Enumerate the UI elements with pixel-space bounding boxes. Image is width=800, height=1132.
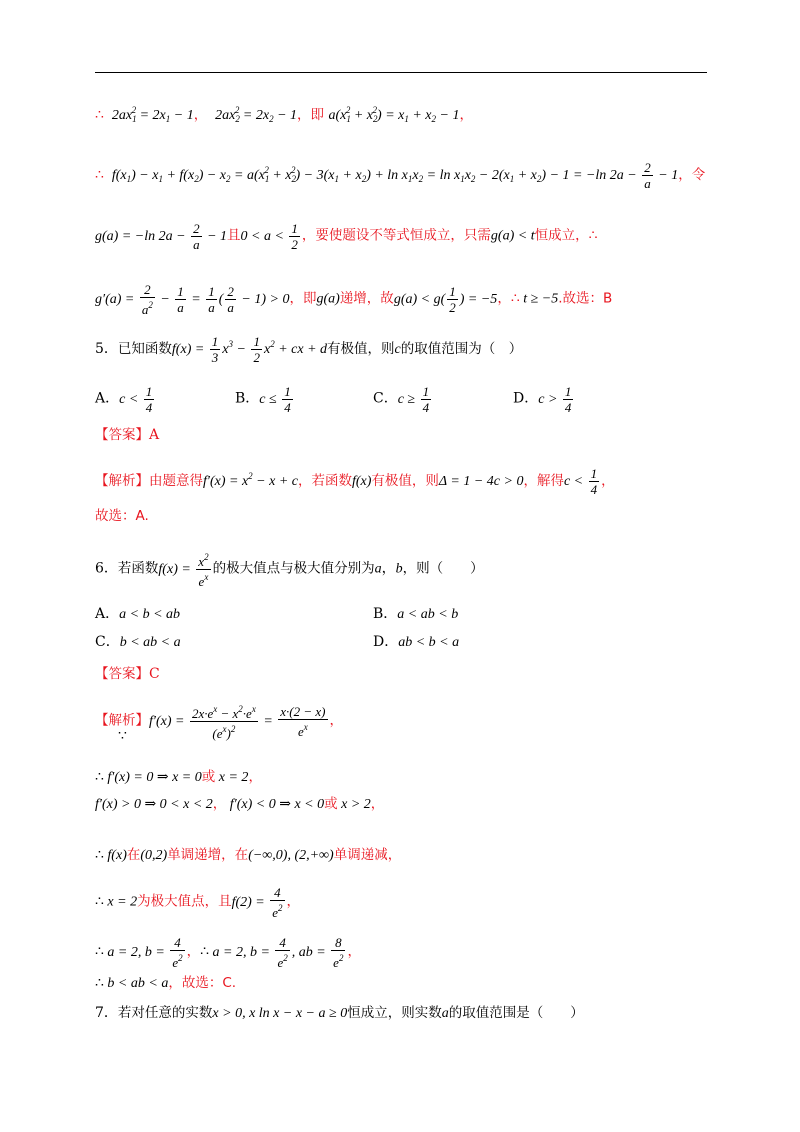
q6-analysis-monotonic: ∴ f(x)在(0,2)单调递增，在(−∞,0), (2,+∞)单调递减， xyxy=(95,847,402,863)
q6-option-c[interactable]: C．b < ab < a xyxy=(95,634,181,650)
q6-conclusion: ∴ b < ab < a，故选：C. xyxy=(95,975,237,991)
formula: $a(x_1^2 + x_2^2) = x_1 + x_2 - 1$ xyxy=(328,105,460,124)
solution-line-4: g′(a) = $\frac{2}{a^2}$ − $\frac{1}{a}$ = $\frac{1}{a}$ ( $\frac{2}{a}$ − 1) > 0，即g(a)递增，故g(a) < g( $\frac{1}{2}$ ) = −5，∴ t ≥ −5.故选：B xyxy=(95,282,613,317)
formula: t ≥ −5 xyxy=(519,291,559,307)
solution-line-1: ∴ $2ax_1^2 = 2x_1 - 1$， $2ax_2^2 = 2x_2 - 1$，即 $a(x_1^2 + x_2^2) = x_1 + x_2 - 1$， xyxy=(95,105,473,124)
q6-analysis-sign: f′(x) > 0 ⇒ 0 < x < 2， f′(x) < 0 ⇒ x < 0或 x > 2， xyxy=(95,796,385,812)
q6-option-a[interactable]: A．a < b < ab xyxy=(95,606,181,622)
formula: g′(a) = $\frac{2}{a^2}$ − $\frac{1}{a}$ = $\frac{1}{a}$ ( $\frac{2}{a}$ − 1) > 0 xyxy=(95,282,290,317)
formula: g(a) < g( $\frac{1}{2}$ ) = −5 xyxy=(393,284,498,315)
q6-answer: 【答案】C xyxy=(95,666,160,682)
solution-line-2: ∴ $f(x_1) - x_1 + f(x_2) - x_2 = a(x_1^2 + x_2^2) - 3(x_1 + x_2) + \ln x_1x_2 = \ln x_1x_2 - 2(x_1 + x_2) - 1 = -\ln$ 2a − $\frac{2}{a}$ − 1，令 xyxy=(95,160,706,192)
because-symbol: ∵ xyxy=(118,728,127,744)
formula: g(a) < t xyxy=(490,228,535,244)
question-6-stem: 6．若函数f(x) = $\frac{x^2}{e^x}$ 的极大值点与极大值分别为a，b，则（ ） xyxy=(95,552,484,589)
q5-analysis: 【解析】由题意得$f'(x) = x^2 - x + c$，若函数f(x)有极值，则Δ = 1 − 4c > 0，解得c < $\frac{1}{4}$ ， xyxy=(95,466,615,498)
q6-analysis-values: ∴ a = 2, b = $\frac{4}{e^2}$ ，∴ a = 2, b = $\frac{4}{e^2}$ , ab = $\frac{8}{e^2}$ ， xyxy=(95,935,361,970)
q5-option-c[interactable]: C．c ≥ $\frac{1}{4}$ xyxy=(373,384,430,415)
question-5-stem: 5．已知函数f(x) = $\frac{1}{3}$ $x^3$ − $\frac{1}{2}$ $x^2$ + cx + d有极值，则c的取值范围为（ ） xyxy=(95,334,523,366)
header-rule xyxy=(95,72,707,73)
solution-line-3: g(a) = −ln 2a − $\frac{2}{a}$ − 1且0 < a < $\frac{1}{2}$ ，要使题设不等式恒成立，只需g(a) < t恒成立，∴ xyxy=(95,221,598,252)
q5-option-d[interactable]: D．c > $\frac{1}{4}$ xyxy=(513,384,572,415)
q5-answer: 【答案】A xyxy=(95,427,160,443)
formula: g(a) xyxy=(316,291,340,307)
q5-option-a[interactable]: A．c < $\frac{1}{4}$ xyxy=(95,384,153,415)
formula: f(x) = $\frac{1}{3}$ $x^3$ − $\frac{1}{2}$ $x^2$ + cx + d xyxy=(171,334,328,366)
question-7-stem: 7．若对任意的实数x > 0, x ln x − x − a ≥ 0恒成立，则实数a的取值范围是（ ） xyxy=(95,1005,584,1021)
q5-option-b[interactable]: B．c ≤ $\frac{1}{4}$ xyxy=(235,384,291,415)
formula: $f(x_1) - x_1 + f(x_2) - x_2 = a(x_1^2 + x_2^2) - 3(x_1 + x_2) + \ln x_1x_2 = \ln x_1x_2 - 2(x_1 + x_2) - 1 = -\ln$ 2a − $\frac{2}{a}$ − 1 xyxy=(108,160,679,192)
q6-analysis-derivative: 【解析】f′(x) = $\frac{2x\cdot e^x - x^2\cdot e^x}{(e^x)^2}$ = $\frac{x\cdot(2 - x)}{e^x}$ ， xyxy=(95,704,343,741)
q6-analysis-critical: ∴ f′(x) = 0 ⇒ x = 0或 x = 2， xyxy=(95,769,262,785)
formula: g(a) = −ln 2a − $\frac{2}{a}$ − 1 xyxy=(95,221,228,252)
q6-option-d[interactable]: D．ab < b < a xyxy=(373,634,460,650)
formula: 0 < a < $\frac{1}{2}$ xyxy=(240,221,298,252)
q5-conclusion: 故选：A. xyxy=(95,508,149,524)
formula: $2ax_2^2 = 2x_2 - 1$ xyxy=(211,105,298,124)
formula: $2ax_1^2 = 2x_1 - 1$ xyxy=(108,105,194,124)
q6-analysis-max: ∴ x = 2为极大值点，且f(2) = $\frac{4}{e^2}$ ， xyxy=(95,885,301,920)
q6-option-b[interactable]: B．a < ab < b xyxy=(373,606,459,622)
